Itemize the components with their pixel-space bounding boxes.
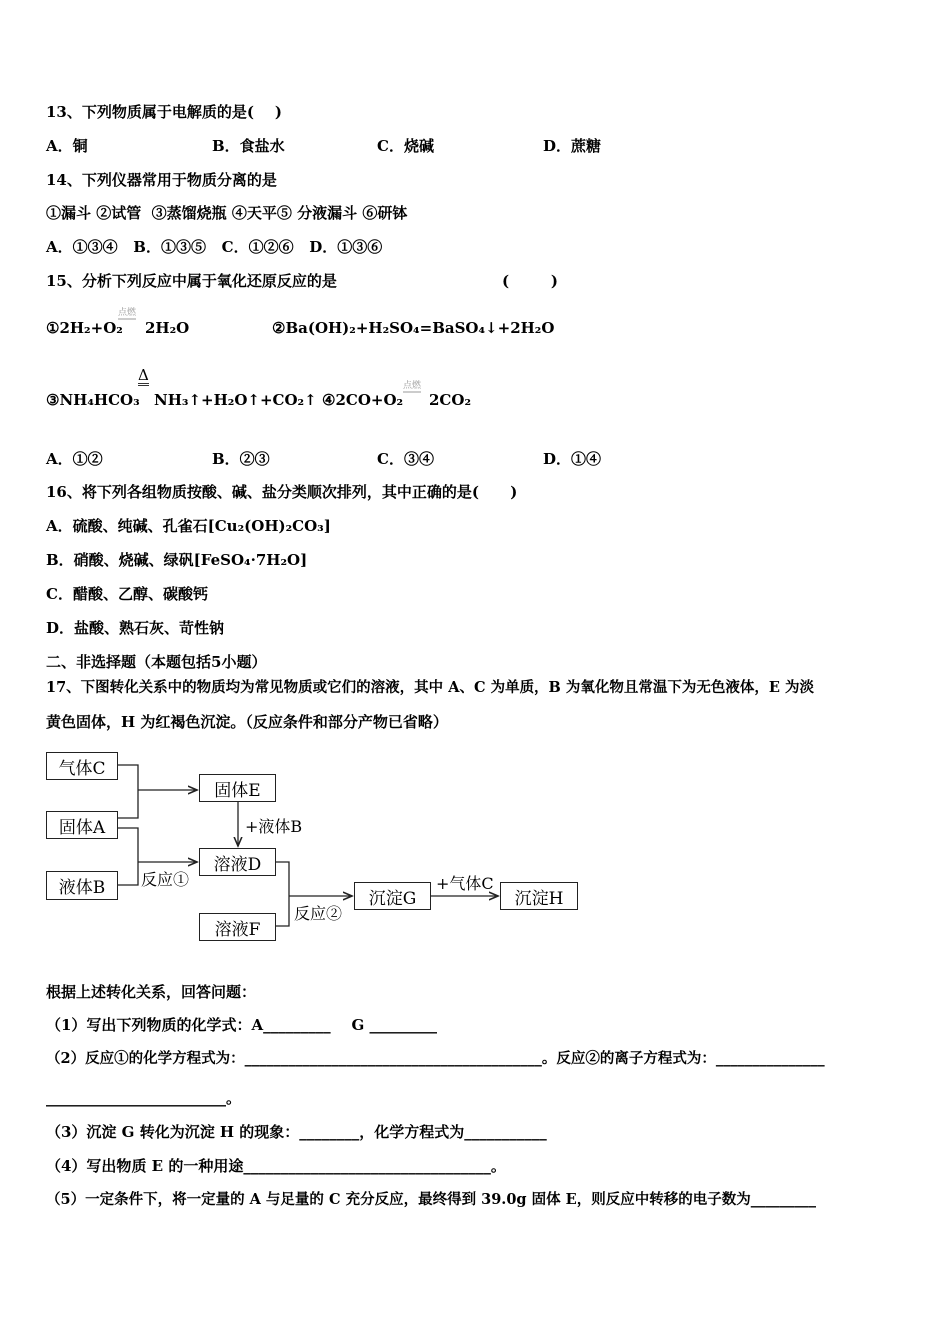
box-solution-f: 溶液F bbox=[199, 913, 276, 941]
q13-option-b: B．食盐水 bbox=[212, 137, 285, 155]
q13-option-a: A．铜 bbox=[46, 137, 88, 155]
eq2: ②Ba(OH)₂+H₂SO₄=BaSO₄↓+2H₂O bbox=[272, 319, 555, 337]
eq3-left: ③NH₄HCO₃ bbox=[46, 391, 140, 409]
eq3-right: NH₃↑+H₂O↑+CO₂↑ bbox=[154, 391, 317, 409]
eq4-condition: 点燃 bbox=[403, 381, 422, 391]
q14-stem: 14、下列仪器常用于物质分离的是 bbox=[46, 171, 277, 189]
box-solid-e: 固体E bbox=[199, 774, 276, 802]
box-solid-a: 固体A bbox=[46, 811, 118, 839]
q15-option-d: D．①④ bbox=[543, 450, 602, 468]
q16-option-a: A．硫酸、纯碱、孔雀石[Cu₂(OH)₂CO₃] bbox=[46, 517, 331, 535]
q17-part-1: （1）写出下列物质的化学式：A_________ G _________ bbox=[46, 1016, 437, 1034]
q17-part-3: （3）沉淀 G 转化为沉淀 H 的现象：________，化学方程式为___________ bbox=[46, 1123, 547, 1141]
q17-part-5: （5）一定条件下，将一定量的 A 与足量的 C 充分反应，最终得到 39.0g 固体 E，则反应中转移的电子数为_________ bbox=[46, 1191, 816, 1208]
box-liquid-b: 液体B bbox=[46, 871, 118, 900]
q17-part-2a: （2）反应①的化学方程式为：_________________________________________。反应②的离子方程式为：_______________ bbox=[46, 1050, 825, 1067]
q17-stem-2: 黄色固体，H 为红褐色沉淀。（反应条件和部分产物已省略） bbox=[46, 713, 448, 731]
q15-option-a: A．①② bbox=[46, 450, 103, 468]
eq4-right: 2CO₂ bbox=[429, 391, 472, 409]
eq1-condition: 点燃 bbox=[118, 308, 137, 318]
q14-options: A．①③④ B．①③⑤ C．①②⑥ D．①③⑥ bbox=[46, 238, 383, 256]
box-gas-c: 气体C bbox=[46, 752, 118, 780]
q16-option-c: C．醋酸、乙醇、碳酸钙 bbox=[46, 585, 208, 603]
q17-stem-1: 17、下图转化关系中的物质均为常见物质或它们的溶液，其中 A、C 为单质，B 为氧化物且常温下为无色液体，E 为淡 bbox=[46, 679, 814, 696]
label-reaction-1: 反应① bbox=[141, 870, 190, 889]
q17-part-2b: ________________________。 bbox=[46, 1089, 242, 1107]
eq3-condition: Δ bbox=[138, 366, 149, 384]
section-heading: 二、非选择题（本题包括5小题） bbox=[46, 653, 267, 671]
q15-option-c: C．③④ bbox=[377, 450, 434, 468]
label-reaction-2: 反应② bbox=[294, 904, 343, 923]
eq1-left: ①2H₂+O₂ bbox=[46, 319, 123, 337]
q16-option-d: D．盐酸、熟石灰、苛性钠 bbox=[46, 619, 225, 637]
label-plus-liquid-b: +液体B bbox=[245, 817, 303, 836]
q15-stem: 15、分析下列反应中属于氧化还原反应的是 bbox=[46, 272, 337, 290]
box-solution-d: 溶液D bbox=[199, 848, 276, 876]
box-precipitate-g: 沉淀G bbox=[354, 882, 431, 910]
q17-part-4: （4）写出物质 E 的一种用途_________________________________。 bbox=[46, 1157, 506, 1175]
q15-option-b: B．②③ bbox=[212, 450, 270, 468]
q13-option-d: D．蔗糖 bbox=[543, 137, 602, 155]
q16-stem: 16、将下列各组物质按酸、碱、盐分类顺次排列，其中正确的是( ) bbox=[46, 483, 518, 501]
q13-option-c: C．烧碱 bbox=[377, 137, 434, 155]
q14-items: ①漏斗 ②试管 ③蒸馏烧瓶 ④天平⑤ 分液漏斗 ⑥研钵 bbox=[46, 204, 408, 222]
label-plus-gas-c: +气体C bbox=[436, 874, 494, 893]
q16-option-b: B．硝酸、烧碱、绿矾[FeSO₄·7H₂O] bbox=[46, 551, 308, 569]
q17-intro: 根据上述转化关系，回答问题： bbox=[46, 983, 257, 1001]
box-precipitate-h: 沉淀H bbox=[500, 882, 578, 910]
q13-stem: 13、下列物质属于电解质的是( ) bbox=[46, 103, 282, 121]
eq1-right: 2H₂O bbox=[145, 319, 190, 337]
eq4-left: ④2CO+O₂ bbox=[322, 391, 404, 409]
q15-paren: ( ) bbox=[502, 272, 558, 290]
